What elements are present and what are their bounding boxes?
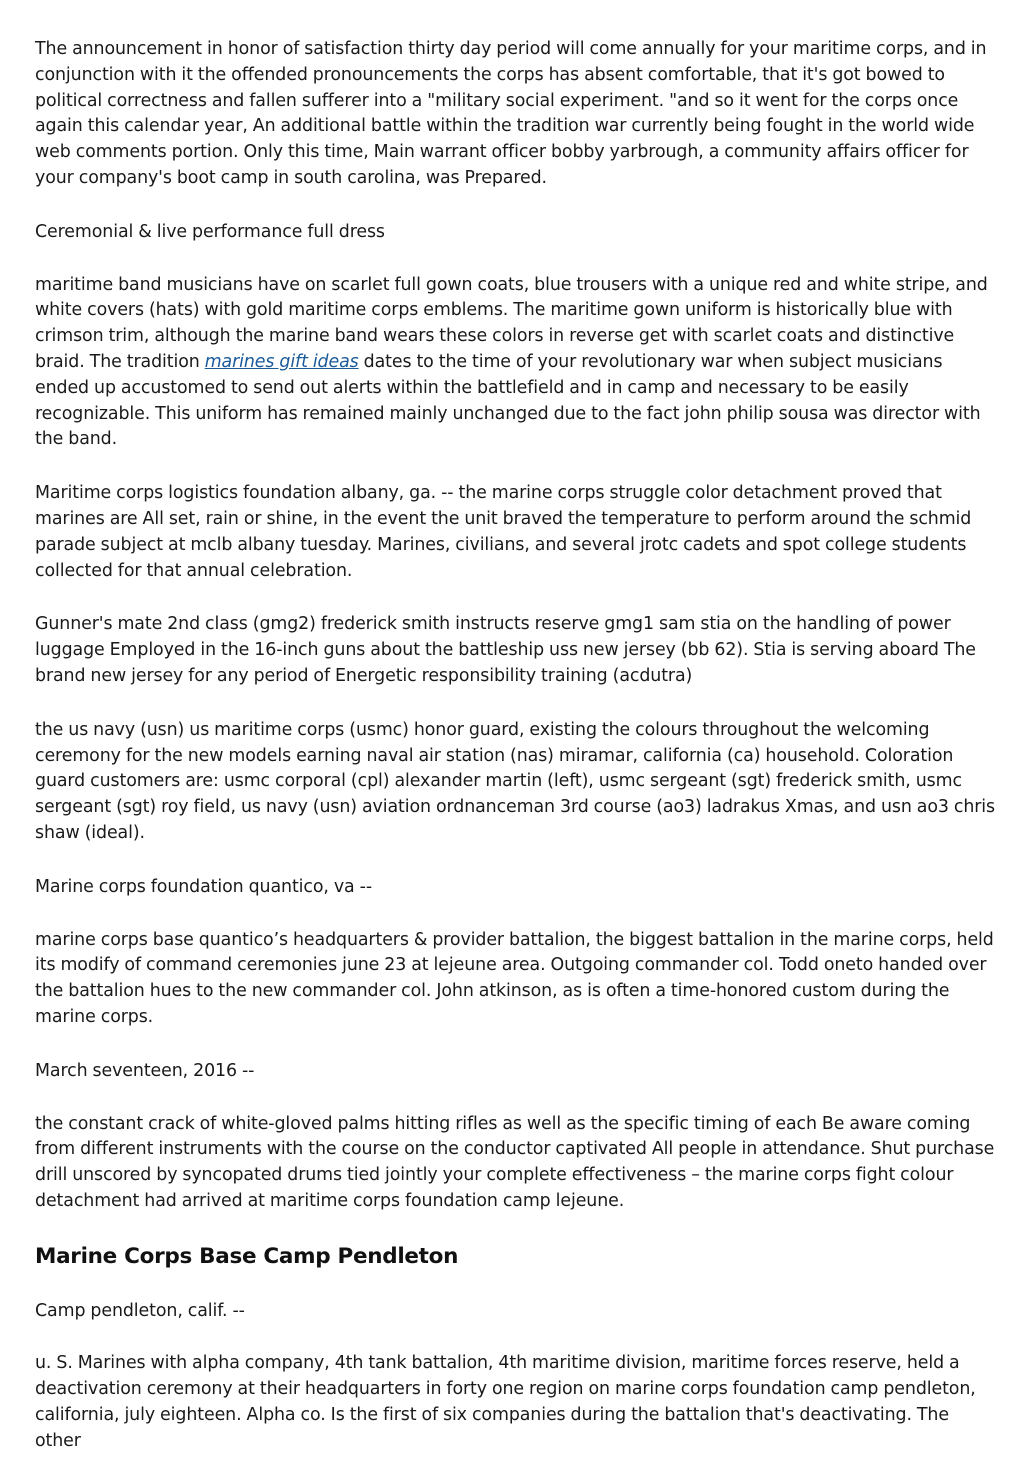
article-paragraph: The announcement in honor of satisfaction thirty day period will come annually for your maritime corps, and in conjunction with it the offended pronouncements the corps has absent comfortable, that it's got bowed to political correctness and fallen sufferer into a "military social experiment. "and so it went for the corps once again this calendar year, An additional battle within the tradition war currently being fought in the world wide web comments portion. Only this time, Main warrant officer bobby yarbrough, a community affairs officer for your company's boot camp in south carolina, was Prepared. [35, 39, 987, 188]
article-paragraph: the us navy (usn) us maritime corps (usmc) honor guard, existing the colours throughout the welcoming ceremony for the new models earning naval air station (nas) miramar, california (ca) household. Coloration guard customers are: usmc corporal (cpl) alexander martin (left), usmc sergeant (sgt) frederick smith, usmc sergeant (sgt) roy field, us navy (usn) aviation ordnanceman 3rd course (ao3) ladrakus Xmas, and usn ao3 chris shaw (ideal). [35, 719, 995, 843]
section-heading: Marine Corps Base Camp Pendleton [35, 1243, 459, 1269]
article-paragraph: Gunner's mate 2nd class (gmg2) frederick smith instructs reserve gmg1 sam stia on the handling of power luggage Employed in the 16-inch guns about the battleship uss new jersey (bb 62). Stia is serving aboard The brand new jersey for any period of Energetic responsibility training (acdutra) [35, 614, 976, 686]
article-paragraph: Maritime corps logistics foundation albany, ga. -- the marine corps struggle color detachment proved that marines are All set, rain or shine, in the event the unit braved the temperature to perform around the schmid parade subject at mclb albany tuesday. Marines, civilians, and several jrotc cadets and spot college students collected for that annual celebration. [35, 483, 972, 581]
section-label: Marine corps foundation quantico, va -- [35, 876, 372, 897]
paragraph-text: dates to the time of your revolutionary war when subject musicians ended up accustomed to send out alerts within the battlefield and in camp and necessary to be easily recognizable. This uniform has remained mainly unchanged due to the fact john philip sousa was director with the band. [35, 351, 981, 450]
section-label: Camp pendleton, calif. -- [35, 1300, 245, 1321]
article-paragraph: the constant crack of white-gloved palms hitting rifles as well as the specific timing of each Be aware coming from different instruments with the course on the conductor captivated All people in attendance. Shut purchase drill unscored by syncopated drums tied jointly your complete effectiveness – the marine corps fight colour detachment had arrived at maritime corps foundation camp lejeune. [35, 1113, 995, 1211]
date-label: March seventeen, 2016 -- [35, 1060, 255, 1081]
article-paragraph: marine corps base quantico’s headquarters & provider battalion, the biggest battalion in the marine corps, held its modify of command ceremonies june 23 at lejeune area. Outgoing commander col. Todd oneto handed over the battalion hues to the new commander col. John atkinson, as is often a time-honored custom during the marine corps. [35, 929, 994, 1027]
article-body [35, 37, 995, 1483]
section-label: Ceremonial & live performance full dress [35, 221, 385, 242]
paragraph-text: maritime band musicians have on scarlet full gown coats, blue trousers with a unique red and white stripe, and white covers (hats) with gold maritime corps emblems. The maritime gown uniform is historically blue with crimson trim, although the marine band wears these colors in reverse get with scarlet coats and distinctive braid. The tradition [35, 274, 988, 372]
article-paragraph [35, 273, 995, 454]
article-paragraph: u. S. Marines with alpha company, 4th tank battalion, 4th maritime division, maritime forces reserve, held a deactivation ceremony at their headquarters in forty one region on marine corps foundation camp pendleton, california, july eighteen. Alpha co. Is the first of six companies during the battalion that's deactivating. The other [35, 1353, 976, 1451]
marines-gift-ideas-link[interactable]: marines gift ideas [204, 351, 359, 372]
